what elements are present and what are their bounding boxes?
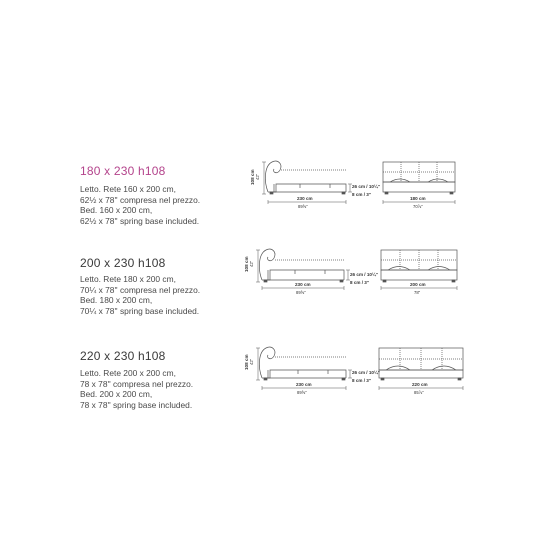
description-line: 62½ x 78'' compresa nel prezzo. bbox=[80, 194, 201, 205]
description-line: 78 x 78'' compresa nel prezzo. bbox=[80, 378, 194, 389]
side-length-inch-label: 89⅝" bbox=[297, 390, 307, 395]
side-height-inch-label: 42" bbox=[249, 358, 254, 365]
front-width-label: 220 cm bbox=[412, 382, 428, 387]
description-line: 62½ x 78'' spring base included. bbox=[80, 215, 200, 226]
description-line: Letto. Rete 180 x 200 cm, bbox=[80, 274, 176, 284]
front-view-drawing bbox=[381, 250, 457, 282]
frame-height-label: 26 cm / 10¼" bbox=[352, 370, 380, 375]
description-line: 70¼ x 78'' compresa nel prezzo. bbox=[80, 284, 201, 295]
front-width-label: 200 cm bbox=[410, 282, 426, 287]
description-line: Letto. Rete 200 x 200 cm, bbox=[80, 368, 176, 378]
description-line: Bed. 200 x 200 cm, bbox=[80, 389, 153, 399]
front-view-drawing bbox=[379, 348, 463, 380]
side-view-drawing bbox=[265, 161, 346, 194]
description-line: Bed. 160 x 200 cm, bbox=[80, 205, 153, 215]
variant-size-title: 200 x 230 h108 bbox=[80, 256, 166, 270]
description-line: 78 x 78'' spring base included. bbox=[80, 399, 193, 410]
side-length-inch-label: 89⅝" bbox=[296, 290, 306, 295]
frame-height-label: 26 cm / 10¼" bbox=[350, 272, 378, 277]
feet-height-label: 8 cm / 3" bbox=[352, 192, 372, 197]
feet-height-label: 8 cm / 3" bbox=[352, 378, 372, 383]
variant-size-title: 180 x 230 h108 bbox=[80, 164, 166, 178]
variant-size-title: 220 x 230 h108 bbox=[80, 349, 166, 363]
front-width-label: 180 cm bbox=[410, 196, 426, 201]
front-width-inch-label: 70⅞" bbox=[413, 204, 423, 209]
frame-height-label: 26 cm / 10¼" bbox=[352, 184, 380, 189]
side-length-label: 230 cm bbox=[295, 282, 311, 287]
description-line: Bed. 180 x 200 cm, bbox=[80, 295, 153, 305]
side-view-drawing bbox=[259, 347, 346, 380]
side-length-label: 230 cm bbox=[297, 196, 313, 201]
feet-height-label: 8 cm / 3" bbox=[350, 280, 370, 285]
side-height-label: 108 cm bbox=[244, 354, 249, 370]
description-line: 70¼ x 78'' spring base included. bbox=[80, 305, 200, 316]
side-height-inch-label: 42" bbox=[249, 260, 254, 267]
side-height-label: 108 cm bbox=[250, 169, 255, 185]
side-view-drawing bbox=[259, 249, 344, 282]
front-view-drawing bbox=[383, 162, 455, 194]
side-height-inch-label: 42" bbox=[255, 173, 260, 180]
front-width-inch-label: 85⅞" bbox=[414, 390, 424, 395]
side-length-label: 230 cm bbox=[296, 382, 312, 387]
bed-technical-drawing bbox=[0, 344, 550, 454]
bed-variant-220x230 bbox=[0, 344, 550, 454]
side-height-label: 108 cm bbox=[244, 256, 249, 272]
front-width-inch-label: 78" bbox=[414, 290, 421, 295]
description-line: Letto. Rete 160 x 200 cm, bbox=[80, 184, 176, 194]
side-length-inch-label: 89⅝" bbox=[298, 204, 308, 209]
